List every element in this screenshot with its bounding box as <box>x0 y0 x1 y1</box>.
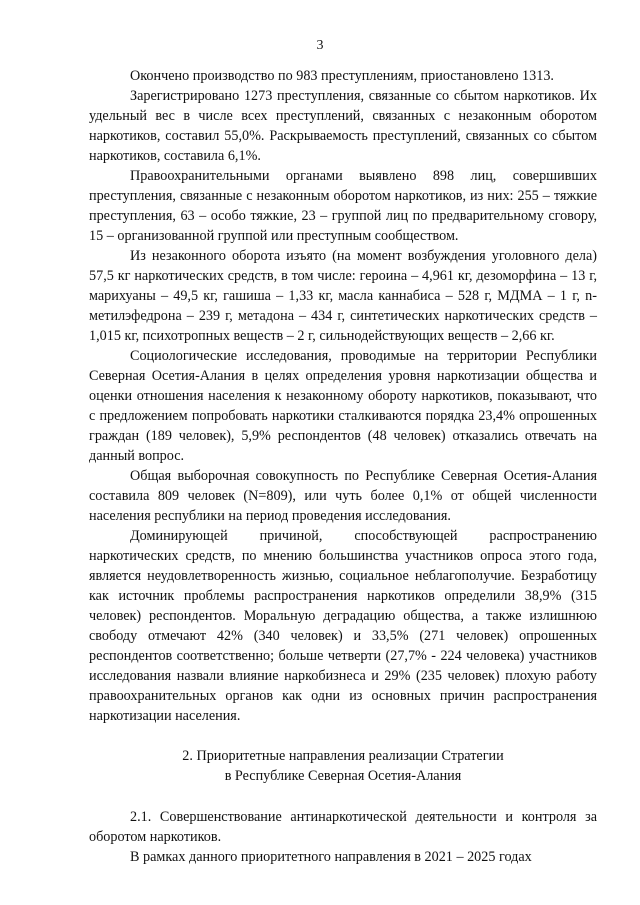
paragraph-persons-identified: Правоохранительными органами выявлено 898 лиц, совершивших преступления, связанные с незаконным оборотом наркотиков, из них: 255 – тяжкие преступления, 63 – особо тяжкие, 23 – группой лиц по предварительному сговору, 15 – организованной группой или преступным сообществом. <box>89 168 597 244</box>
paragraph-sociological-research: Социологические исследования, проводимые на территории Республики Северная Осетия-Алания в целях определения уровня наркотизации общества и оценки отношения населения к незаконному обороту наркотиков, показывают, что с предложением попробовать наркотики сталкиваются порядка 23,4% опрошенных граждан (189 человек), 5,9% респондентов (48 человек) отказались отвечать на данный вопрос. <box>89 348 597 464</box>
page-number: 3 <box>316 38 324 53</box>
paragraph-dominant-causes: Доминирующей причиной, способствующей распространению наркотических средств, по мнению большинства участников опроса этого года, является неудовлетворенность жизнью, социальное неблагополучие. Безработицу как источник проблемы распространения наркотиков определили 38,9% (315 человек) респондентов. Моральную деградацию общества, а также излишнюю свободу отмечают 42% (340 человек) и 33,5% (271 человек) опрошенных респондентов соответственно; больше четверти (27,7% - 224 человека) участников исследования назвали влияние наркобизнеса и 29% (235 человек) плохую работу правоохранительных органов как одни из основных причин распространения наркотизации населения. <box>89 528 597 724</box>
section-heading <box>89 746 597 786</box>
paragraph-seized-drugs: Из незаконного оборота изъято (на момент возбуждения уголовного дела) 57,5 кг наркотических средств, в том числе: героина – 4,961 кг, дезоморфина – 13 г, марихуаны – 49,5 кг, гашиша – 1,33 кг, масла каннабиса – 528 г, МДМА – 1 г, n-метилэфедрона – 239 г, метадона – 434 г, синтетических наркотических средств – 1,015 кг, психотропных веществ – 2 г, сильнодействующих веществ – 2,66 кг. <box>89 248 597 344</box>
paragraph-priority-direction: В рамках данного приоритетного направления в 2021 – 2025 годах <box>130 849 532 865</box>
section-heading-line-1: 2. Приоритетные направления реализации Стратегии <box>182 748 504 764</box>
paragraph-subsection-2-1: 2.1. Совершенствование антинаркотической деятельности и контроля за оборотом наркотиков. <box>89 809 597 845</box>
section-heading-line-2: в Республике Северная Осетия-Алания <box>224 768 462 784</box>
paragraph-proceedings: Окончено производство по 983 преступлениям, приостановлено 1313. <box>130 68 554 84</box>
paragraph-sales-crimes: Зарегистрировано 1273 преступления, связанные со сбытом наркотиков. Их удельный вес в числе всех преступлений, связанных с незаконным оборотом наркотиков, составил 55,0%. Раскрываемость преступлений, связанных со сбытом наркотиков, составила 6,1%. <box>89 88 597 164</box>
paragraph-sample-size: Общая выборочная совокупность по Республике Северная Осетия-Алания составила 809 человек (N=809), или чуть более 0,1% от общей численности населения республики на период проведения исследования. <box>89 468 597 524</box>
body-text <box>89 66 597 867</box>
